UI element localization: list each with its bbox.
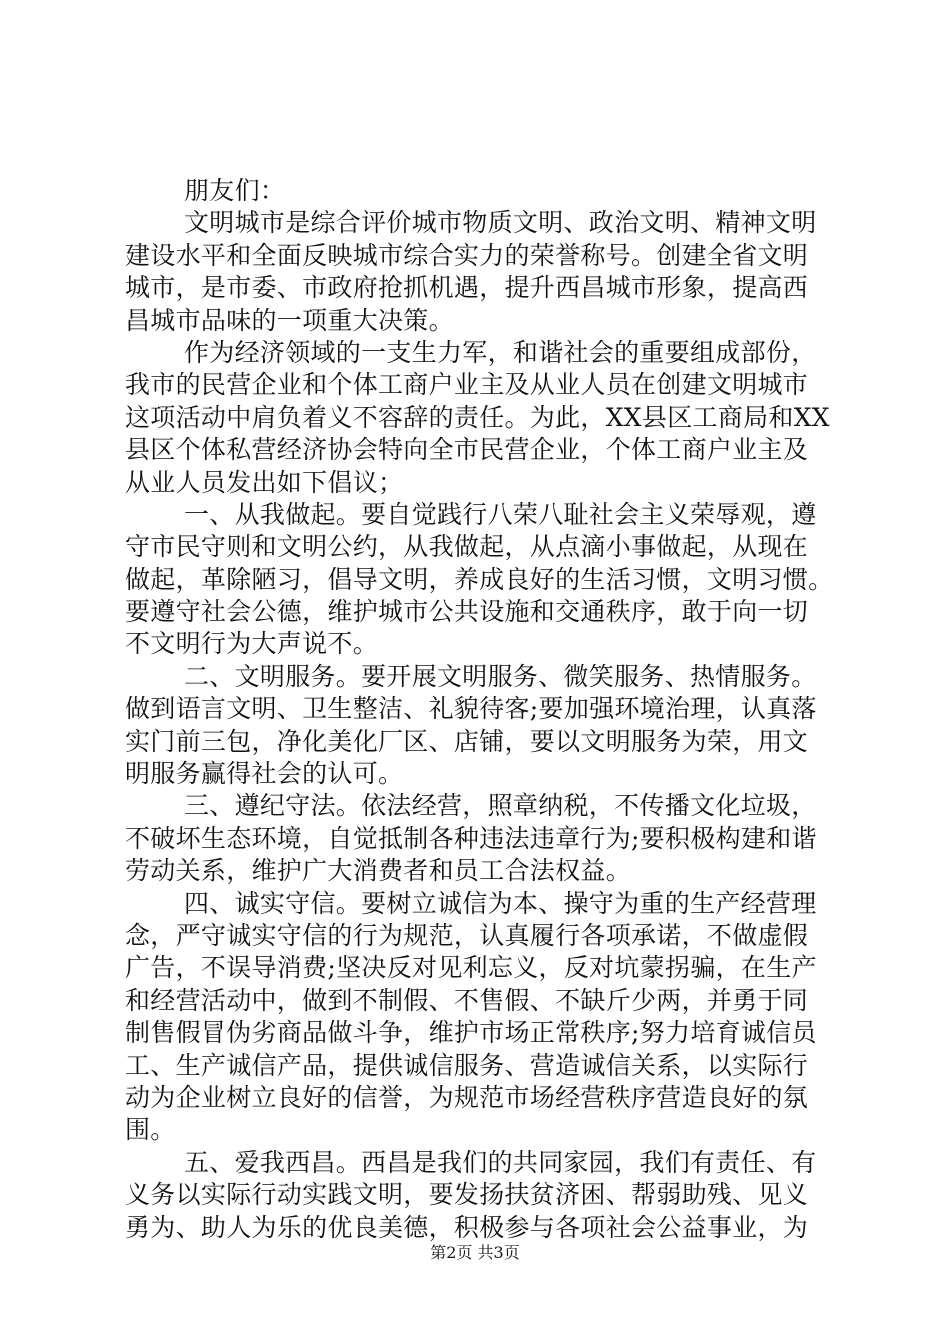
text-line: 勇为、助人为乐的优良美德，积极参与各项社会公益事业，为 — [125, 1212, 809, 1242]
text-line: 劳动关系，维护广大消费者和员工合法权益。 — [125, 856, 632, 886]
text-line: 和经营活动中，做到不制假、不售假、不缺斤少两，并勇于同 — [125, 985, 809, 1015]
text-line: 这项活动中肩负着义不容辞的责任。为此，XX县区工商局和XX — [125, 402, 830, 432]
text-line: 三、遵纪守法。依法经营，照章纳税，不传播文化垃圾， — [184, 791, 817, 821]
text-line: 做到语言文明、卫生整洁、礼貌待客;要加强环境治理，认真落 — [125, 694, 817, 724]
text-line: 明服务赢得社会的认可。 — [125, 759, 404, 789]
text-line: 工、生产诚信产品，提供诚信服务、营造诚信关系，以实际行 — [125, 1050, 809, 1080]
text-line: 制售假冒伪劣商品做斗争，维护市场正常秩序;努力培育诚信员 — [125, 1018, 817, 1048]
text-line: 我市的民营企业和个体工商户业主及从业人员在创建文明城市 — [125, 370, 809, 400]
salutation: 朋友们： — [184, 176, 286, 205]
text-line: 守市民守则和文明公约，从我做起，从点滴小事做起，从现在 — [125, 532, 809, 562]
page-number: 第2页 共3页 — [430, 1243, 520, 1262]
text-line: 动为企业树立良好的信誉，为规范市场经营秩序营造良好的氛 — [125, 1082, 809, 1112]
text-line: 四、诚实守信。要树立诚信为本、操守为重的生产经营理 — [184, 888, 817, 918]
text-line: 一、从我做起。要自觉践行八荣八耻社会主义荣辱观，遵 — [184, 499, 817, 529]
text-line: 城市，是市委、市政府抢抓机遇，提升西昌城市形象，提高西 — [125, 273, 809, 303]
text-line: 县区个体私营经济协会特向全市民营企业，个体工商户业主及 — [125, 435, 809, 465]
text-line: 建设水平和全面反映城市综合实力的荣誉称号。创建全省文明 — [125, 240, 809, 270]
text-line: 不破坏生态环境，自觉抵制各种违法违章行为;要积极构建和谐 — [125, 823, 817, 853]
text-line: 要遵守社会公德，维护城市公共设施和交通秩序，敢于向一切 — [125, 597, 809, 627]
text-line: 二、文明服务。要开展文明服务、微笑服务、热情服务。 — [184, 661, 817, 691]
text-line: 文明城市是综合评价城市物质文明、政治文明、精神文明 — [184, 208, 817, 238]
text-line: 昌城市品味的一项重大决策。 — [125, 305, 454, 335]
text-line: 五、爱我西昌。西昌是我们的共同家园，我们有责任、有 — [184, 1147, 817, 1177]
text-line: 义务以实际行动实践文明，要发扬扶贫济困、帮弱助残、见义 — [125, 1180, 809, 1210]
text-line: 围。 — [125, 1115, 176, 1145]
text-line: 不文明行为大声说不。 — [125, 629, 379, 659]
text-line: 实门前三包，净化美化厂区、店铺，要以文明服务为荣，用文 — [125, 726, 809, 756]
text-line: 广告，不误导消费;坚决反对见利忘义，反对坑蒙拐骗，在生产 — [125, 953, 817, 983]
document-body — [125, 175, 835, 1244]
text-line: 从业人员发出如下倡议； — [125, 467, 404, 497]
text-line: 做起，革除陋习，倡导文明，养成良好的生活习惯，文明习惯。 — [125, 564, 834, 594]
text-line: 作为经济领域的一支生力军，和谐社会的重要组成部份， — [184, 337, 817, 367]
text-line: 念，严守诚实守信的行为规范，认真履行各项承诺，不做虚假 — [125, 920, 809, 950]
